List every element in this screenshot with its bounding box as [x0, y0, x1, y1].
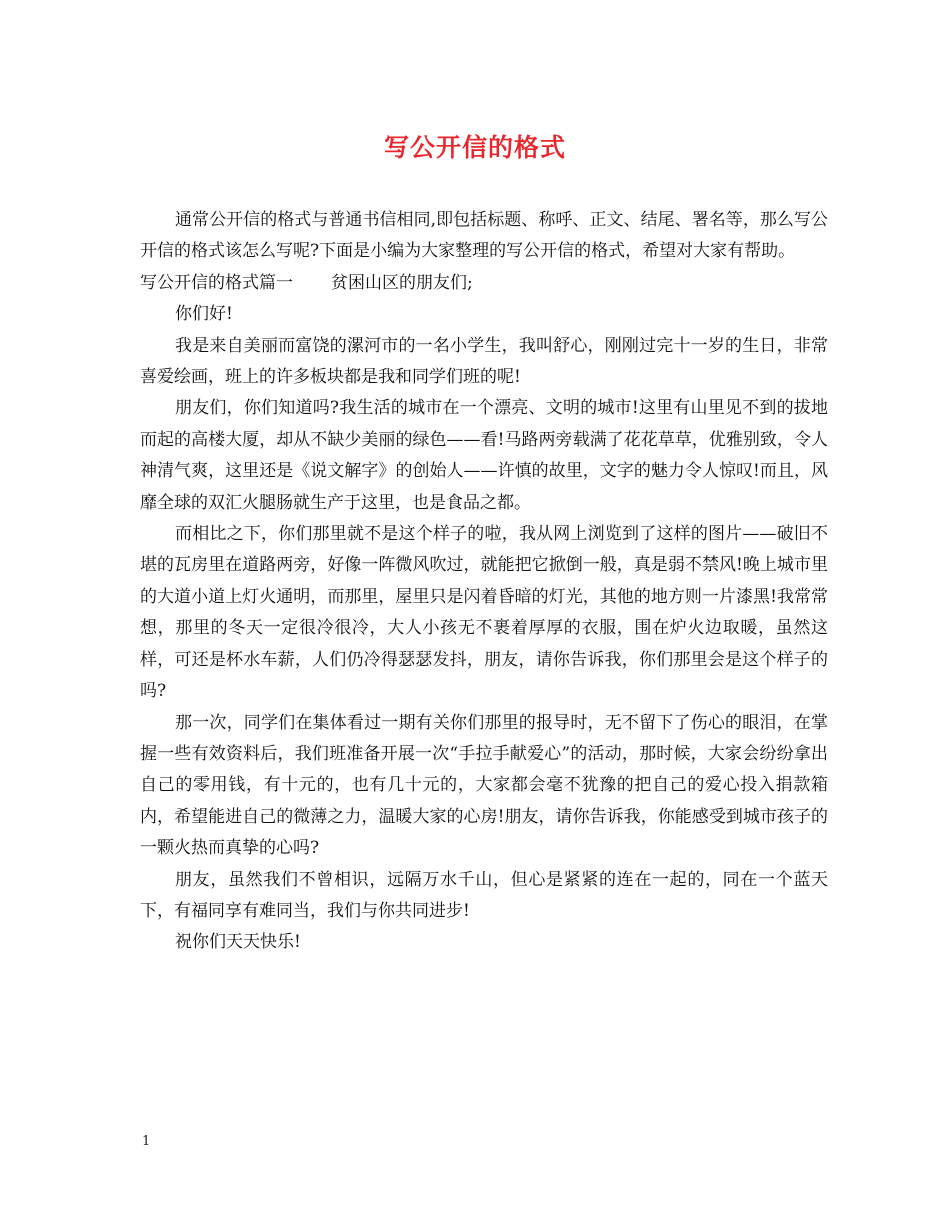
greeting: 你们好!	[175, 304, 233, 325]
body-paragraph-2: 朋友们，你们知道吗?我生活的城市在一个漂亮、文明的城市!这里有山里见不到的拔地而起的高楼大厦，却从不缺少美丽的绿色——看!马路两旁载满了花花草草，优雅别致，令人神清气爽，这里还是《说文解字》的创始人——许慎的故里，文字的魅力令人惊叹!而且，风靡全球的双汇火腿肠就生产于这里，也是食品之都。	[140, 398, 828, 513]
body-paragraph-1: 我是来自美丽而富饶的漯河市的一名小学生，我叫舒心，刚刚过完十一岁的生日，非常喜爱绘画，班上的许多板块都是我和同学们班的呢!	[140, 335, 828, 388]
body-paragraph-5: 朋友，虽然我们不曾相识，远隔万水千山，但心是紧紧的连在一起的，同在一个蓝天下，有福同享有难同当，我们与你共同进步!	[140, 869, 828, 921]
body-paragraph-4: 那一次，同学们在集体看过一期有关你们那里的报导时，无不留下了伤心的眼泪，在掌握一些有效资料后，我们班准备开展一次“手拉手献爱心”的活动，那时候，大家会纷纷拿出自己的零用钱，有十元的，也有几十元的，大家都会毫不犹豫的把自己的爱心投入捐款箱内，希望能进自己的微薄之力，温暖大家的心房!朋友，请你告诉我，你能感受到城市孩子的一颗火热而真挚的心吗?	[140, 712, 828, 859]
document-title: 写公开信的格式	[383, 133, 566, 162]
closing-wish: 祝你们天天快乐!	[175, 932, 301, 953]
page-number: 1	[142, 1134, 151, 1149]
section-heading-line	[140, 268, 828, 299]
document-body	[140, 205, 828, 959]
intro-paragraph: 通常公开信的格式与普通书信相同,即包括标题、称呼、正文、结尾、署名等，那么写公开信的格式该怎么写呢?下面是小编为大家整理的写公开信的格式，希望对大家有帮助。	[140, 210, 828, 262]
section-heading: 写公开信的格式篇一	[140, 272, 293, 293]
salutation: 贫困山区的朋友们;	[331, 272, 473, 293]
body-paragraph-3: 而相比之下，你们那里就不是这个样子的啦，我从网上浏览到了这样的图片——破旧不堪的瓦房里在道路两旁，好像一阵微风吹过，就能把它掀倒一般，真是弱不禁风!晚上城市里的大道小道上灯火通明，而那里，屋里只是闪着昏暗的灯光，其他的地方则一片漆黑!我常常想，那里的冬天一定很冷很冷，大人小孩无不裹着厚厚的衣服，围在炉火边取暖，虽然这样，可还是杯水车薪，人们仍冷得瑟瑟发抖，朋友，请你告诉我，你们那里会是这个样子的吗?	[140, 524, 828, 702]
